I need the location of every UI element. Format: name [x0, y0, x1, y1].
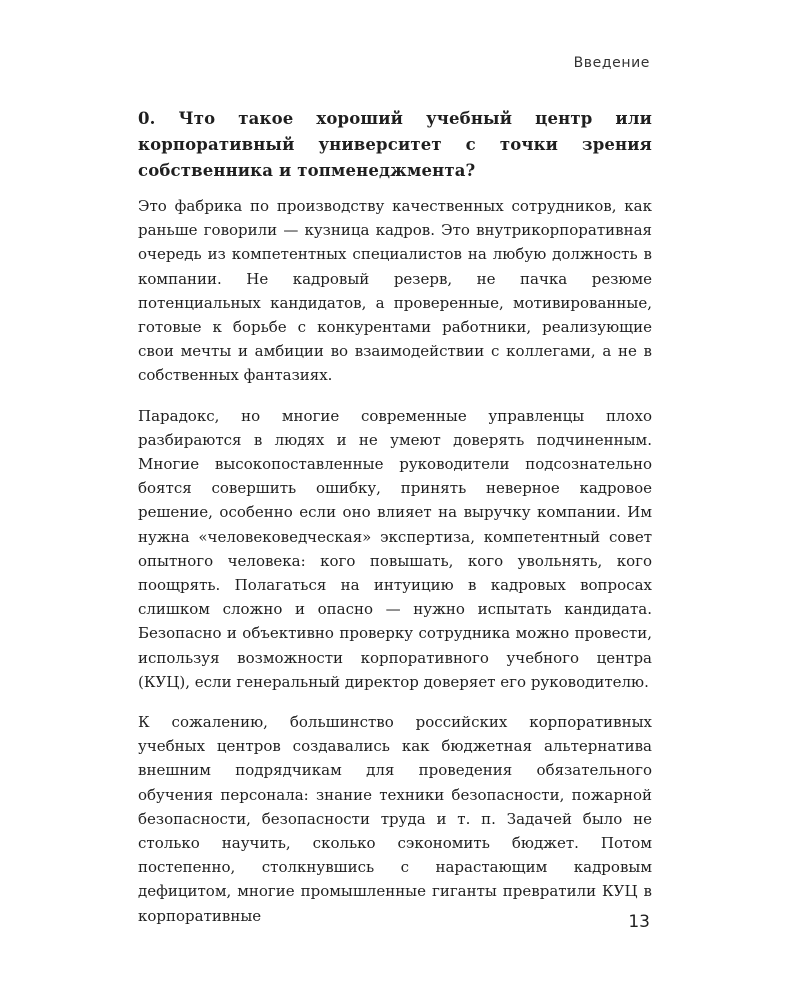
paragraph: Парадокс, но многие современные управленцы плохо разбираются в людях и не умеют доверять подчиненным. Многие высокопоставленные руководители подсознательно боятся совершить ошибку, принять неверное кадровое решение, особенно если оно влияет на выручку компании. Им нужна «человековедческая» экспертиза, компетентный совет опытного человека: кого повышать, кого увольнять, кого поощрять. Полагаться на интуицию в кадровых вопросах слишком сложно и опасно — нужно испытать кандидата. Безопасно и объективно проверку сотрудника можно провести, используя возможности корпоративного учебного центра (КУЦ), если генеральный директор доверяет его руководителю.	[138, 406, 652, 691]
page-number: 13	[628, 912, 650, 932]
paragraph: К сожалению, большинство российских корпоративных учебных центров создавались как бюджетная альтернатива внешним подрядчикам для проведения обязательного обучения персонала: знание техники безопасности, пожарной безопасности, безопасности труда и т. п. Задачей было не столько научить, сколько сэкономить бюджет. Потом постепенно, столкнувшись с нарастающим кадровым дефицитом, многие промышленные гиганты превратили КУЦ в корпоративные	[138, 713, 652, 925]
page-content	[138, 106, 652, 944]
section-heading: 0. Что такое хороший учебный центр или корпоративный университет с точки зрения собственника и топменеджмента?	[138, 109, 652, 180]
paragraph: Это фабрика по производству качественных сотрудников, как раньше говорили — кузница кадров. Это внутрикорпоративная очередь из компетентных специалистов на любую должность в компании. Не кадровый резерв, не пачка резюме потенциальных кандидатов, а проверенные, мотивированные, готовые к борьбе с конкурентами работники, реализующие свои мечты и амбиции во взаимодействии с коллегами, а не в собственных фантазиях.	[138, 197, 652, 385]
running-header: Введение	[573, 55, 650, 71]
